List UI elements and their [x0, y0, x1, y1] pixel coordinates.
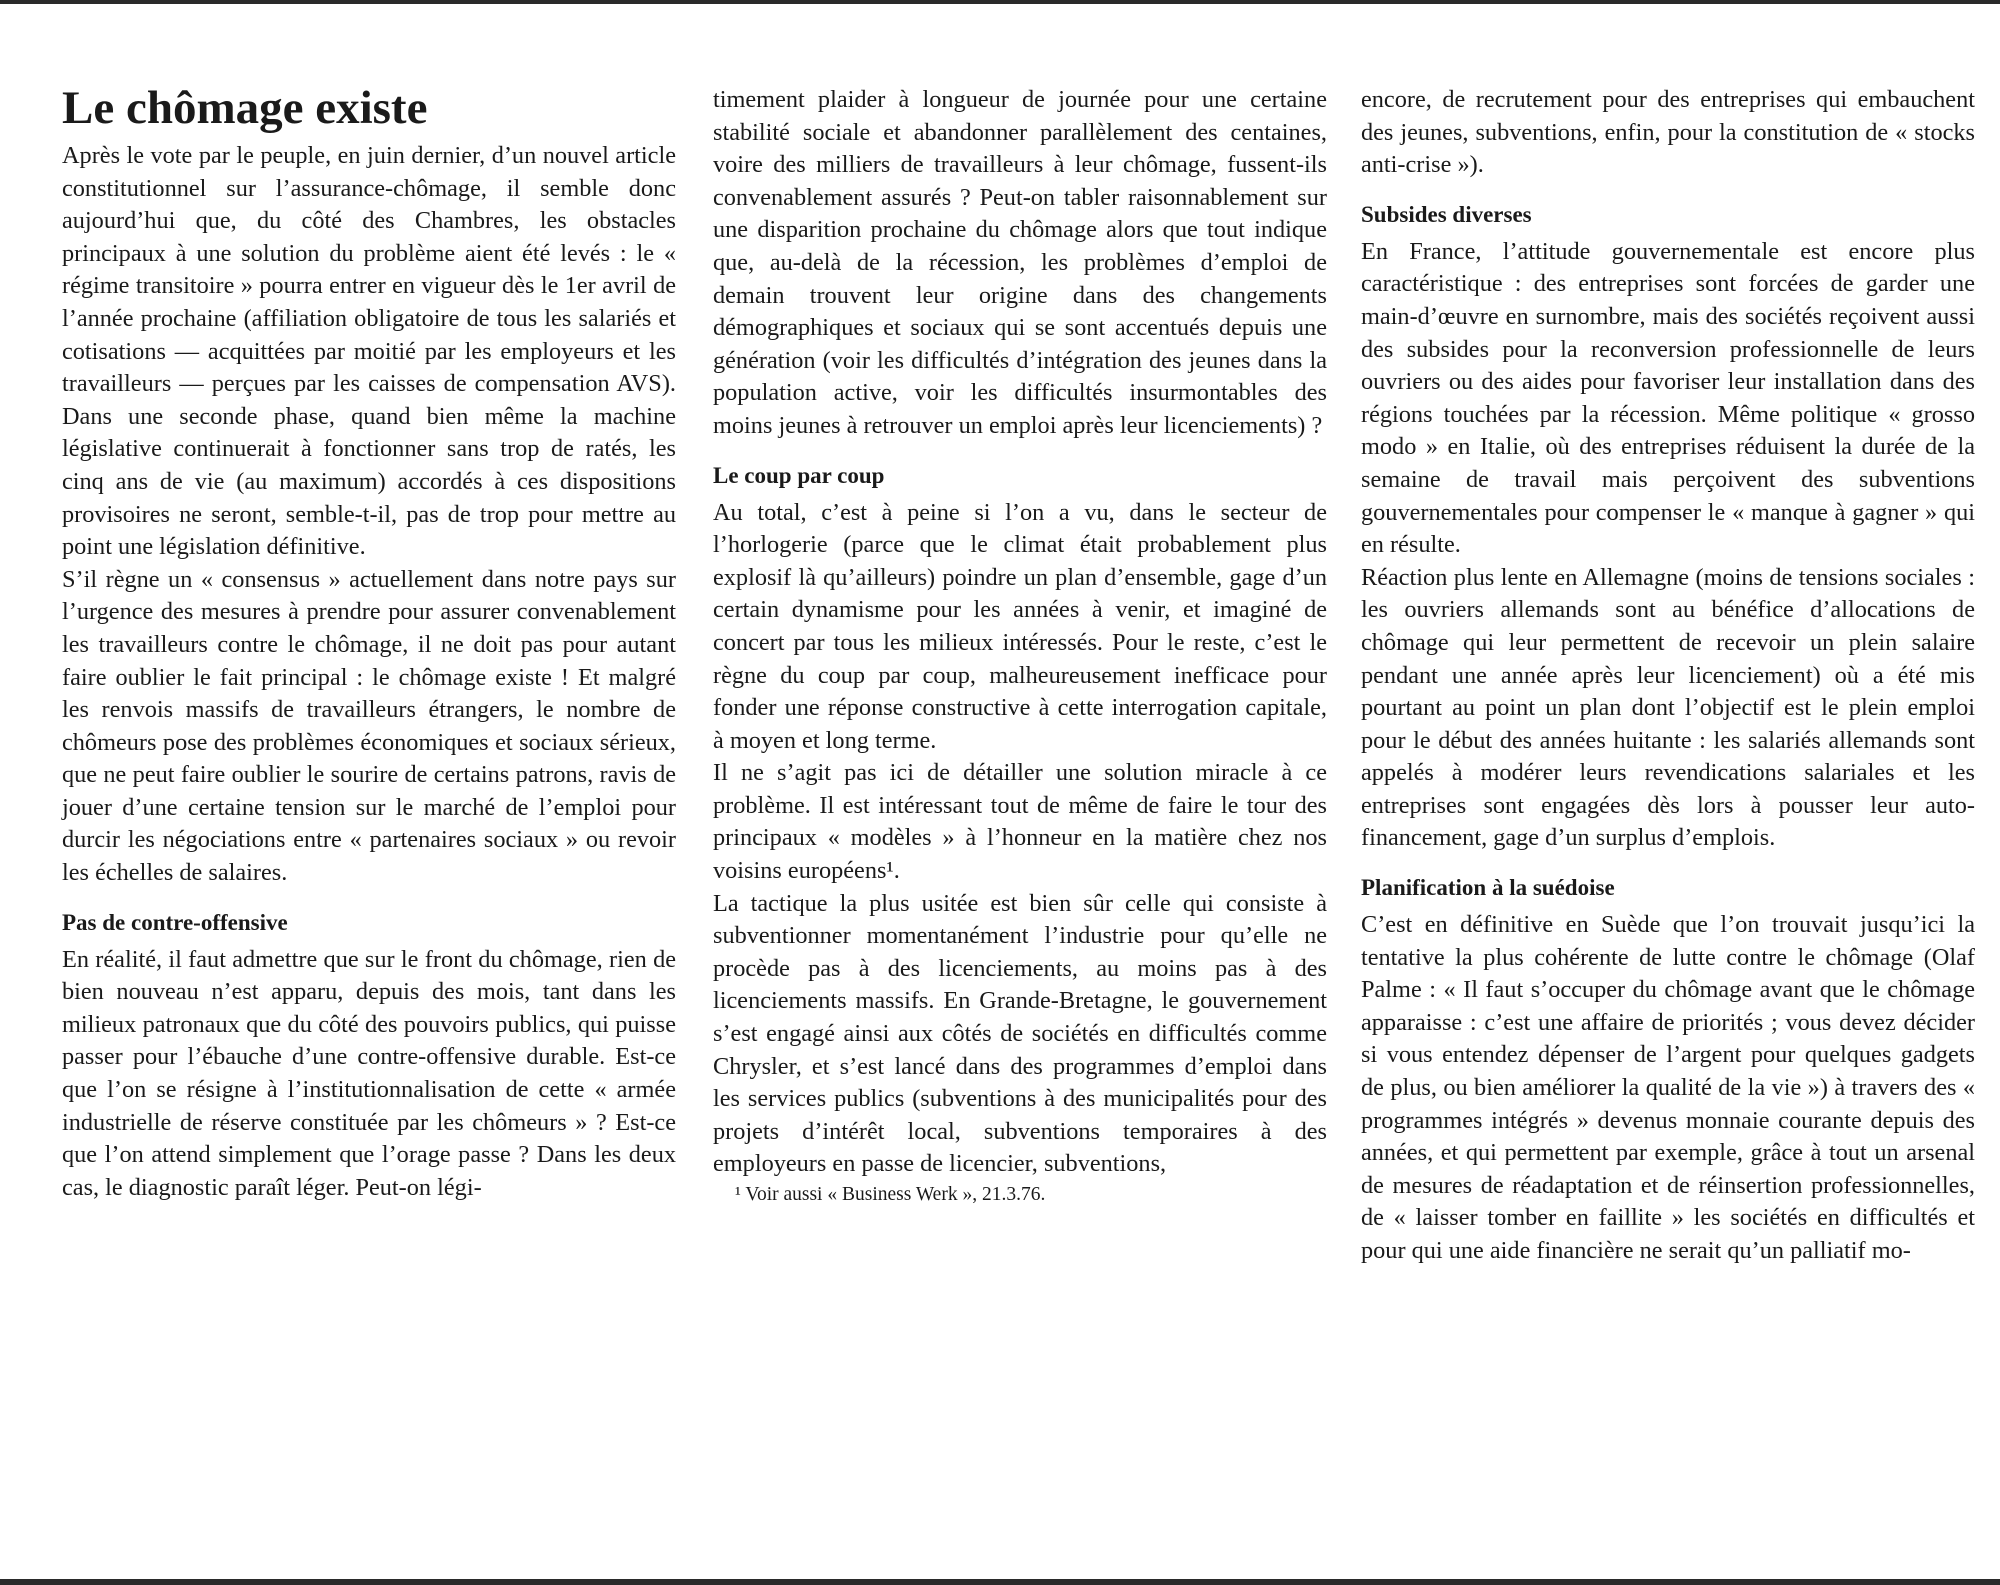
- paragraph: C’est en définitive en Suède que l’on trouvait jusqu’ici la tentative la plus cohérente de lutte contre le chômage (Olaf Palme : « Il faut s’occuper du chômage avant que le chômage apparaisse : c’est une affaire de priorités ; vous devez décider si vous entendez dépenser de l’argent pour quelques gadgets de plus, ou bien améliorer la qualité de la vie ») à travers des « programmes intégrés » devenus monnaie courante depuis des années, et qui permettent par exemple, grâce à tout un arsenal de mesures de réadaptation et de réinsertion professionnelles, de « laisser tomber en faillite » les sociétés en difficultés et pour qui une aide financière ne serait qu’un palliatif mo-: [1361, 911, 1975, 1264]
- paragraph: La tactique la plus usitée est bien sûr celle qui consiste à subventionner momentanément l’industrie pour qu’elle ne procède pas à des licenciements, au moins pas à des licenciements massifs. En Grande-Bretagne, le gouvernement s’est engagé ainsi aux côtés de sociétés en difficultés comme Chrysler, et s’est lancé dans des programmes d’emploi dans les services publics (subventions à des municipalités pour des projets d’intérêt local, subventions temporaires à des employeurs en passe de licencier, subventions,: [713, 889, 1327, 1178]
- section-heading: Subsides diverses: [1361, 201, 1532, 227]
- section-heading: Pas de contre-offensive: [62, 909, 288, 935]
- top-rule: [0, 0, 2000, 4]
- paragraph: Après le vote par le peuple, en juin dernier, d’un nouvel article constitutionnel sur l’assurance-chômage, il semble donc aujourd’hui que, du côté des Chambres, les obstacles principaux à une solution du problème aient été levés : le « régime transitoire » pourra entrer en vigueur dès le 1er avril de l’année prochaine (affiliation obligatoire de tous les salariés et cotisations — acquittées par moitié par les employeurs et les travailleurs — perçues par les caisses de compensation AVS). Dans une seconde phase, quand bien même la machine législative continuerait à fonctionner sans trop de ratés, les cinq ans de vie (au maximum) accordés à ces dispositions provisoires ne seront, semble-t-il, pas de trop pour mettre au point une législation définitive.: [62, 142, 676, 561]
- section-heading: Planification à la suédoise: [1361, 875, 1615, 901]
- paragraph: S’il règne un « consensus » actuellement dans notre pays sur l’urgence des mesures à prendre pour assurer convenablement les travailleurs contre le chômage, il ne doit pas pour autant faire oublier le fait principal : le chômage existe ! Et malgré les renvois massifs de travailleurs étrangers, le nombre de chômeurs pose des problèmes économiques et sociaux sérieux, que ne peut faire oublier le sourire de certains patrons, ravis de jouer d’une certaine tension sur le marché de l’emploi pour durcir les négociations entre « partenaires sociaux » ou revoir les échelles de salaires.: [62, 565, 676, 887]
- paragraph: Il ne s’agit pas ici de détailler une solution miracle à ce problème. Il est intéressant tout de même de faire le tour des principaux « modèles » à l’honneur en la matière chez nos voisins européens¹.: [713, 759, 1327, 885]
- article-column-2: [713, 84, 1327, 1209]
- paragraph: encore, de recrutement pour des entreprises qui embauchent des jeunes, subventions, enfin, pour la constitution de « stocks anti-crise »).: [1361, 86, 1975, 179]
- section-heading: Le coup par coup: [713, 462, 885, 488]
- footnote: ¹ Voir aussi « Business Werk », 21.3.76.: [735, 1184, 1046, 1205]
- paragraph: Réaction plus lente en Allemagne (moins de tensions sociales : les ouvriers allemands sont au bénéfice d’allocations de chômage qui leur permettent de recevoir un plein salaire pendant une année après leur licenciement) où a été mis pourtant au point un plan dont l’objectif est le plein emploi pour le début des années huitante : les salariés allemands sont appelés à modérer leurs revendications salariales et les entreprises sont engagées dès lors à pousser leur auto-financement, gage d’un surplus d’emplois.: [1361, 563, 1975, 852]
- article-column-3: [1361, 84, 1975, 1268]
- paragraph: timement plaider à longueur de journée pour une certaine stabilité sociale et abandonner parallèlement des centaines, voire des milliers de travailleurs à leur chômage, fussent-ils convenablement assurés ? Peut-on tabler raisonnablement sur une disparition prochaine du chômage alors que tout indique que, au-delà de la récession, les problèmes d’emploi de demain trouvent leur origine dans des changements démographiques et sociaux qui se sont accentués depuis une génération (voir les difficultés d’intégration des jeunes dans la population active, voir les difficultés insurmontables des moins jeunes à retrouver un emploi après leur licenciements) ?: [713, 86, 1327, 439]
- paragraph: Au total, c’est à peine si l’on a vu, dans le secteur de l’horlogerie (parce que le climat était probablement plus explosif là qu’ailleurs) poindre un plan d’ensemble, gage d’un certain dynamisme pour les années à venir, et imaginé de concert par tous les milieux intéressés. Pour le reste, c’est le règne du coup par coup, malheureusement inefficace pour fonder une réponse constructive à cette interrogation capitale, à moyen et long terme.: [713, 498, 1327, 754]
- article-column-1: [62, 84, 676, 1204]
- paragraph: En France, l’attitude gouvernementale est encore plus caractéristique : des entreprises sont forcées de garder une main-d’œuvre en surnombre, mais des sociétés reçoivent aussi des subsides pour la reconversion professionnelle de leurs ouvriers ou des aides pour favoriser leur installation dans des régions touchées par la récession. Même politique « grosso modo » en Italie, où des entreprises réduisent la durée de la semaine de travail mais perçoivent des subventions gouvernementales pour compenser le « manque à gagner » qui en résulte.: [1361, 237, 1975, 559]
- bottom-rule: [0, 1579, 2000, 1585]
- paragraph: En réalité, il faut admettre que sur le front du chômage, rien de bien nouveau n’est apparu, depuis des mois, tant dans les milieux patronaux que du côté des pouvoirs publics, qui puisse passer pour l’ébauche d’une contre-offensive durable. Est-ce que l’on se résigne à l’institutionnalisation de cette « armée industrielle de réserve constituée par les chômeurs » ? Est-ce que l’on attend simplement que l’orage passe ? Dans les deux cas, le diagnostic paraît léger. Peut-on légi-: [62, 945, 676, 1201]
- article-title: Le chômage existe: [62, 82, 428, 134]
